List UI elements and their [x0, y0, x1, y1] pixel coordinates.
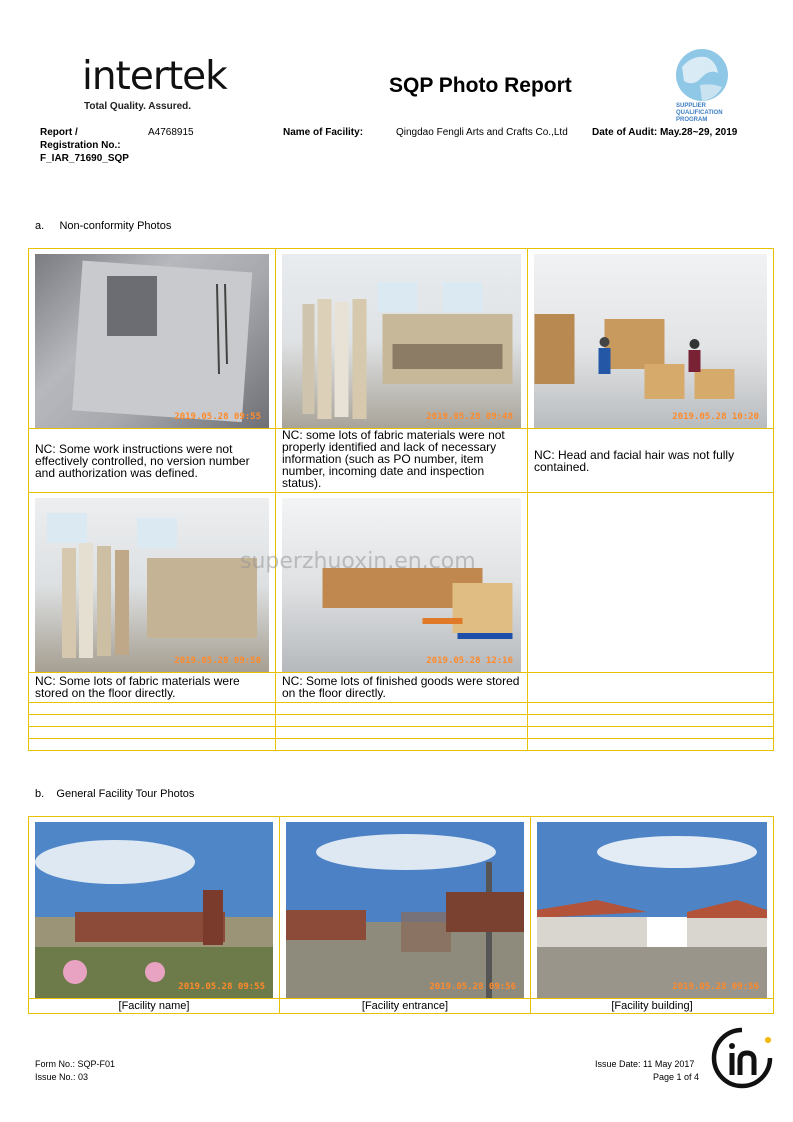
page-number: Page 1 of 4: [653, 1072, 700, 1082]
blank-row: [29, 715, 774, 727]
intertek-logo: intertek: [82, 54, 227, 99]
photo-row: [29, 817, 774, 999]
page-title: SQP Photo Report: [389, 74, 572, 97]
caption-cell: [29, 999, 280, 1014]
nc-caption: NC: Some work instructions were not effectively controlled, no version number and authorization was defined.: [35, 441, 250, 480]
blank-cell: [29, 715, 276, 727]
blank-cell: [276, 715, 528, 727]
blank-cell: [528, 739, 774, 751]
photo-timestamp: 2019.05.28 09:55: [174, 412, 261, 422]
badge-line: PROGRAM: [676, 117, 708, 123]
report-label: [40, 127, 129, 164]
photo-cell: [276, 493, 528, 673]
blank-cell: [528, 715, 774, 727]
fabric-rolls-photo: [282, 254, 521, 428]
finished-goods-photo: [282, 498, 521, 672]
facility-name: Qingdao Fengli Arts and Crafts Co.,Ltd: [396, 127, 568, 138]
blank-cell: [276, 727, 528, 739]
facility-photo-table: [28, 816, 774, 1014]
fabric-floor-photo: [35, 498, 269, 672]
blank-cell: [528, 727, 774, 739]
photo-cell: [29, 493, 276, 673]
photo-timestamp: 2019.05.28 09:48: [426, 412, 513, 422]
blank-cell: [528, 703, 774, 715]
workers-warehouse-photo: [534, 254, 767, 428]
caption-row: [29, 673, 774, 703]
empty-cell: [528, 673, 774, 703]
issue-date: Issue Date: 11 May 2017: [595, 1059, 695, 1069]
caption-cell: [276, 429, 528, 493]
photo-timestamp: 2019.05.28 09:56: [429, 982, 516, 992]
photo-timestamp: 2019.05.28 10:20: [672, 412, 759, 422]
audit-date: Date of Audit: May.28~29, 2019: [592, 127, 738, 138]
report-label-line: Report /: [40, 127, 78, 138]
photo-cell: [531, 817, 774, 999]
facility-entrance-photo: [286, 822, 524, 998]
empty-cell: [528, 493, 774, 673]
nc-caption: NC: some lots of fabric materials were not properly identified and lack of necessary information (such as PO number, item number, incoming date and inspection status).: [282, 428, 505, 490]
section-a-label: a. Non-conformity Photos: [35, 220, 172, 232]
blank-cell: [29, 739, 276, 751]
caption-row: [29, 429, 774, 493]
nc-caption: NC: Some lots of finished goods were stored on the floor directly.: [282, 674, 520, 700]
photo-cell: [280, 817, 531, 999]
caption-row: [29, 999, 774, 1014]
photo-row: [29, 493, 774, 673]
work-instruction-photo: [35, 254, 269, 428]
issue-number: Issue No.: 03: [35, 1072, 89, 1082]
blank-cell: [29, 727, 276, 739]
nc-caption: NC: Some lots of fabric materials were stored on the floor directly.: [35, 674, 240, 700]
photo-timestamp: 2019.05.28 09:50: [174, 656, 261, 666]
caption-cell: [29, 673, 276, 703]
caption-cell: [280, 999, 531, 1014]
badge-line: QUALIFICATION: [676, 110, 723, 116]
photo-timestamp: 2019.05.28 09:56: [672, 982, 759, 992]
photo-cell: [528, 249, 774, 429]
form-number: Form No.: SQP-F01: [35, 1059, 116, 1069]
photo-cell: [29, 249, 276, 429]
facility-caption: [Facility name]: [118, 1000, 190, 1012]
badge-line: SUPPLIER: [676, 103, 707, 109]
nc-caption: NC: Head and facial hair was not fully contained.: [534, 447, 735, 474]
blank-row: [29, 727, 774, 739]
report-label-line: Registration No.:: [40, 140, 121, 151]
photo-cell: [276, 249, 528, 429]
photo-cell: [29, 817, 280, 999]
caption-cell: [528, 429, 774, 493]
photo-timestamp: 2019.05.28 12:16: [426, 656, 513, 666]
report-number: A4768915: [148, 127, 194, 138]
nc-photo-table: [28, 248, 774, 751]
caption-cell: [29, 429, 276, 493]
blank-row: [29, 739, 774, 751]
blank-row: [29, 703, 774, 715]
caption-cell: [531, 999, 774, 1014]
caption-cell: [276, 673, 528, 703]
facility-caption: [Facility building]: [611, 1000, 693, 1012]
photo-row: [29, 249, 774, 429]
blank-cell: [29, 703, 276, 715]
facility-building-photo: [537, 822, 767, 998]
intertek-in-icon: [710, 1026, 774, 1090]
photo-timestamp: 2019.05.28 09:55: [178, 982, 265, 992]
facility-name-photo: [35, 822, 273, 998]
facility-caption: [Facility entrance]: [361, 1000, 449, 1012]
report-form: F_IAR_71690_SQP: [40, 153, 129, 164]
blank-cell: [276, 739, 528, 751]
sqp-badge-text: [676, 103, 723, 124]
section-b-label: b. General Facility Tour Photos: [35, 788, 195, 800]
facility-label: Name of Facility:: [283, 127, 364, 138]
blank-cell: [276, 703, 528, 715]
watermark-text: superzhuoxin.en.com: [240, 549, 476, 574]
tagline: Total Quality. Assured.: [84, 101, 192, 112]
